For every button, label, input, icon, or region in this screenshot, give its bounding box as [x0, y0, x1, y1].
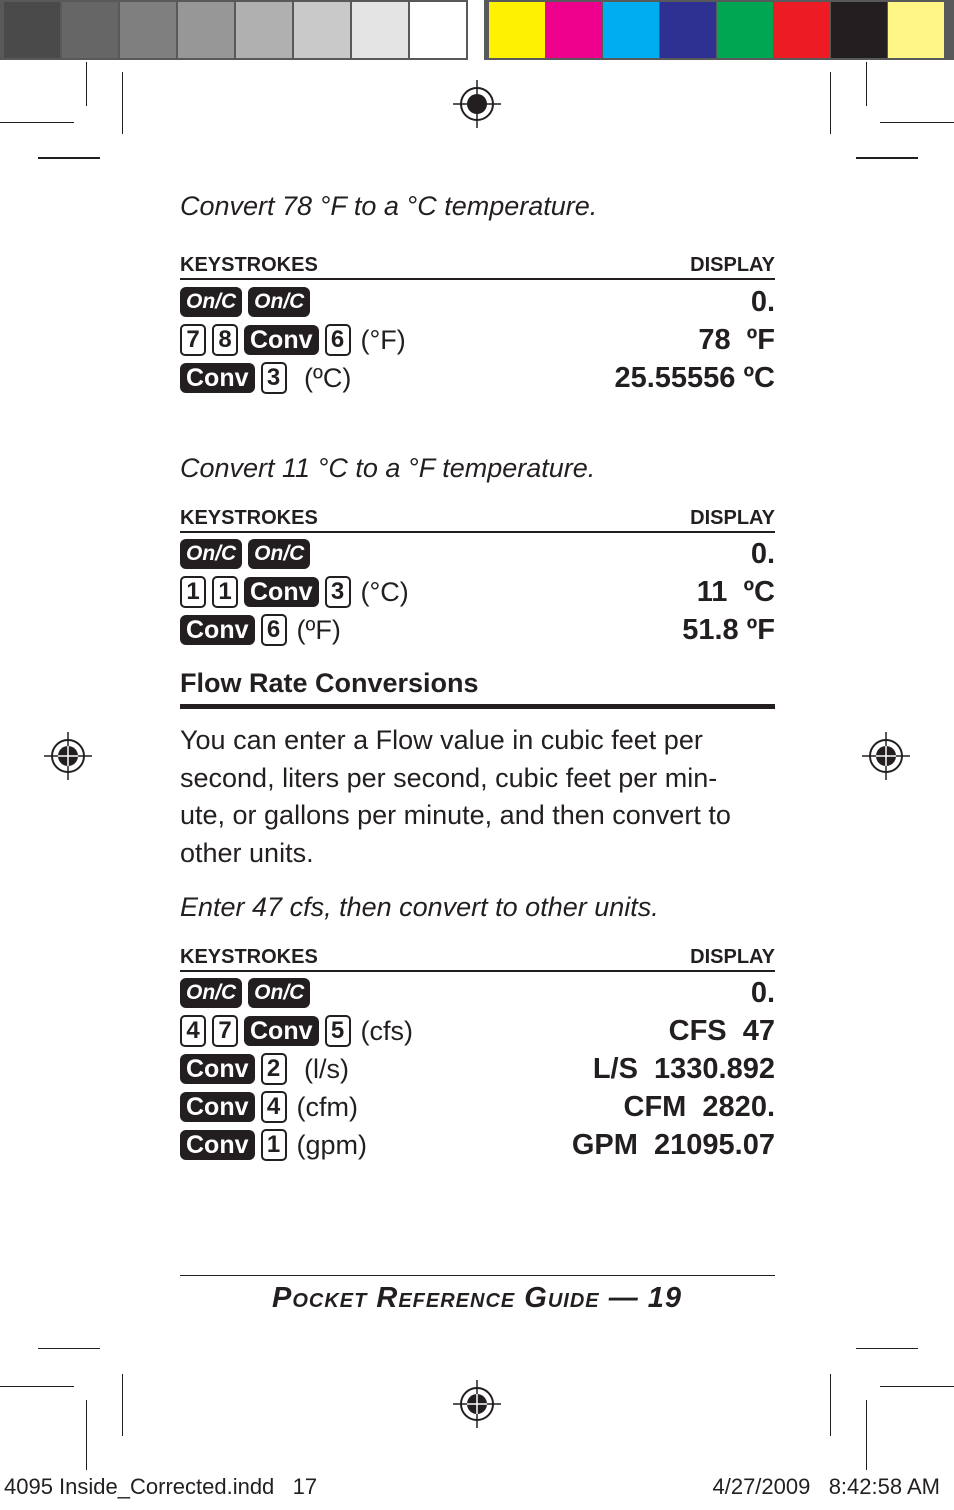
key-sequence [180, 612, 341, 648]
conv-key[interactable]: Conv [180, 1092, 255, 1122]
color-swatch [603, 2, 659, 58]
paragraph-line: ute, or gallons per minute, and then convert to [180, 800, 731, 830]
conv-key[interactable]: Conv [180, 363, 255, 393]
onc-key[interactable]: On/C [180, 287, 242, 317]
display-value: 51.8 ºF [682, 614, 775, 646]
unit-label: (cfs) [360, 1015, 413, 1046]
keystroke-row [180, 1089, 775, 1125]
display-value: L/S 1330.892 [592, 1053, 775, 1085]
display-value: 0. [750, 977, 775, 1009]
gray-swatch [62, 2, 118, 58]
crop-mark [856, 1348, 918, 1349]
conv-key[interactable]: Conv [244, 1016, 319, 1046]
digit-key[interactable]: 8 [212, 324, 238, 356]
registration-mark-icon [44, 732, 92, 780]
example-instruction: Convert 78 °F to a °C temperature. [180, 191, 598, 221]
digit-key[interactable]: 6 [261, 614, 287, 646]
key-sequence [180, 360, 351, 396]
unit-label: (°C) [360, 576, 409, 607]
key-sequence [180, 1089, 358, 1125]
keystroke-row [180, 284, 775, 320]
color-swatch [774, 2, 830, 58]
conv-key[interactable]: Conv [244, 577, 319, 607]
unit-label: (°F) [360, 324, 406, 355]
digit-key[interactable]: 2 [261, 1053, 287, 1085]
crop-mark [122, 1374, 123, 1436]
gray-swatch [352, 2, 408, 58]
crop-mark [122, 72, 123, 134]
keystroke-row [180, 536, 775, 572]
onc-key[interactable]: On/C [248, 978, 310, 1008]
gray-swatch [294, 2, 350, 58]
color-swatch [717, 2, 773, 58]
unit-label: (ºF) [296, 614, 341, 645]
display-header: DISPLAY [690, 254, 775, 276]
display-value: GPM 21095.07 [571, 1129, 775, 1161]
crop-mark [856, 157, 918, 159]
key-sequence [180, 284, 310, 320]
key-sequence [180, 1051, 349, 1087]
crop-mark [38, 157, 100, 159]
key-sequence [180, 1127, 367, 1163]
crop-mark [38, 1348, 100, 1349]
crop-mark [880, 122, 954, 123]
paragraph-line: second, liters per second, cubic feet per min- [180, 762, 718, 793]
digit-key[interactable]: 1 [212, 576, 238, 608]
key-sequence [180, 1013, 413, 1049]
keystroke-row [180, 360, 775, 396]
keystrokes-header: KEYSTROKES [180, 946, 318, 968]
crop-mark [880, 1386, 954, 1387]
display-value: 0. [750, 538, 775, 570]
slug-timestamp: 4/27/2009 8:42:58 AM [712, 1474, 940, 1499]
digit-key[interactable]: 1 [180, 576, 206, 608]
color-swatch [831, 2, 887, 58]
crop-mark [86, 1400, 87, 1470]
key-sequence [180, 536, 310, 572]
keystrokes-header: KEYSTROKES [180, 507, 318, 529]
gray-swatch [120, 2, 176, 58]
crop-mark [830, 1374, 831, 1436]
section-paragraph [180, 722, 775, 872]
color-swatch [660, 2, 716, 58]
keystroke-row [180, 1127, 775, 1163]
keystroke-row [180, 612, 775, 648]
example-instruction: Convert 11 °C to a °F temperature. [180, 453, 596, 483]
conv-key[interactable]: Conv [180, 615, 255, 645]
digit-key[interactable]: 3 [261, 362, 287, 394]
display-header: DISPLAY [690, 946, 775, 968]
crop-mark [866, 62, 867, 106]
onc-key[interactable]: On/C [248, 287, 310, 317]
registration-mark-icon [862, 732, 910, 780]
crop-mark [830, 72, 831, 134]
digit-key[interactable]: 4 [261, 1091, 287, 1123]
unit-label: (gpm) [296, 1129, 368, 1160]
display-header: DISPLAY [690, 507, 775, 529]
paragraph-line: You can enter a Flow value in cubic feet per [180, 725, 703, 755]
footer-rule [180, 1275, 775, 1276]
display-value: CFM 2820. [623, 1091, 775, 1123]
unit-label: (l/s) [296, 1053, 349, 1084]
example-instruction: Enter 47 cfs, then convert to other units. [180, 892, 659, 922]
key-sequence [180, 322, 406, 358]
display-value: CFS 47 [668, 1015, 775, 1047]
conv-key[interactable]: Conv [180, 1130, 255, 1160]
key-sequence [180, 574, 409, 610]
gray-swatch [236, 2, 292, 58]
gray-swatch [4, 2, 60, 58]
table-header [180, 507, 775, 533]
keystrokes-header: KEYSTROKES [180, 254, 318, 276]
display-value: 0. [750, 286, 775, 318]
gray-swatch [410, 2, 466, 58]
registration-mark-icon [453, 80, 501, 128]
crop-mark [866, 1400, 867, 1470]
color-swatch [489, 2, 545, 58]
digit-key[interactable]: 6 [325, 324, 351, 356]
table-header [180, 254, 775, 280]
onc-key[interactable]: On/C [180, 539, 242, 569]
digit-key[interactable]: 5 [325, 1015, 351, 1047]
unit-label: (cfm) [296, 1091, 358, 1122]
keystroke-row [180, 322, 775, 358]
keystroke-row [180, 574, 775, 610]
section-title: Flow Rate Conversions [180, 668, 775, 709]
crop-mark [86, 62, 87, 106]
crop-mark [0, 122, 74, 123]
page-footer: Pocket Reference Guide — 19 [271, 1282, 683, 1314]
onc-key[interactable]: On/C [180, 978, 242, 1008]
crop-mark [0, 1386, 74, 1387]
keystroke-row [180, 1013, 775, 1049]
table-header [180, 946, 775, 972]
registration-mark-icon [453, 1380, 501, 1428]
conv-key[interactable]: Conv [244, 325, 319, 355]
display-value: 78 ºF [698, 324, 775, 356]
digit-key[interactable]: 3 [325, 576, 351, 608]
keystroke-row [180, 1051, 775, 1087]
slug-file: 4095 Inside_Corrected.indd 17 [4, 1474, 318, 1499]
color-swatch [888, 2, 944, 58]
display-value: 11 ºC [696, 576, 775, 608]
digit-key[interactable]: 7 [212, 1015, 238, 1047]
digit-key[interactable]: 7 [180, 324, 206, 356]
key-sequence [180, 975, 310, 1011]
gray-swatch [178, 2, 234, 58]
onc-key[interactable]: On/C [248, 539, 310, 569]
display-value: 25.55556 ºC [614, 362, 775, 394]
keystroke-row [180, 975, 775, 1011]
unit-label: (ºC) [296, 362, 352, 393]
digit-key[interactable]: 4 [180, 1015, 206, 1047]
conv-key[interactable]: Conv [180, 1054, 255, 1084]
digit-key[interactable]: 1 [261, 1129, 287, 1161]
paragraph-line: other units. [180, 837, 314, 868]
color-swatch [546, 2, 602, 58]
